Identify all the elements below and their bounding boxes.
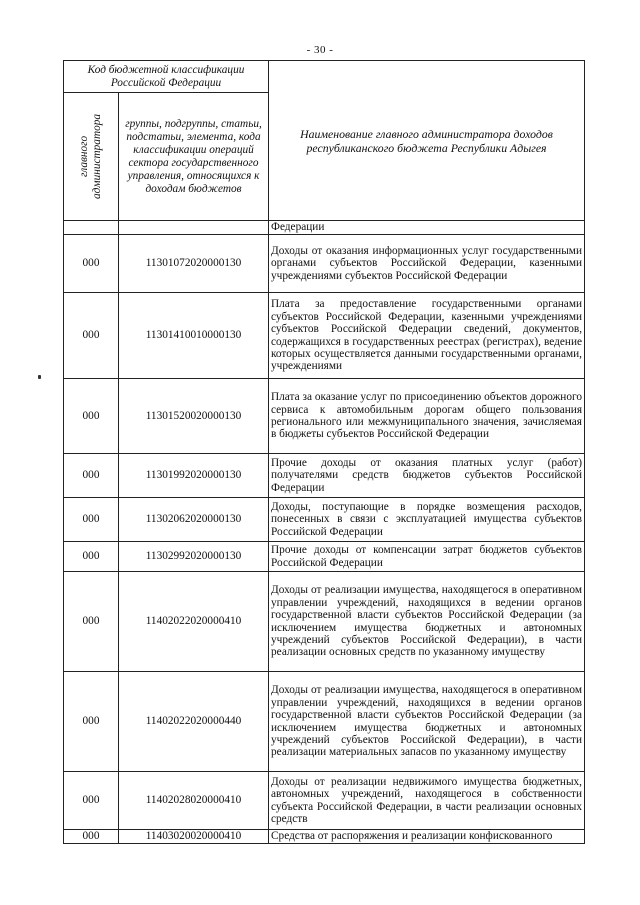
administrator-name-cell: Доходы, поступающие в порядке возмещения расходов, понесенных в связи с эксплуатацией имущества субъектов Российской Федерации: [269, 498, 585, 542]
header-row-top: [64, 61, 585, 93]
admin-code-cell: 000: [64, 379, 119, 454]
classification-code-cell: 11302992020000130: [119, 542, 269, 572]
admin-code-cell: 000: [64, 830, 119, 844]
classification-code-cell: 11302062020000130: [119, 498, 269, 542]
table-row: [64, 235, 585, 293]
admin-code-cell: 000: [64, 498, 119, 542]
table-row: [64, 221, 585, 235]
classification-code-cell: 11402022020000440: [119, 672, 269, 772]
code-column-header: группы, подгруппы, статьи, подстатьи, элемента, кода классификации операций сектора государственного управления, относящихся к доходам бюджетов: [119, 93, 269, 221]
table-row: [64, 379, 585, 454]
table-row: [64, 454, 585, 498]
classification-code-cell: 11301992020000130: [119, 454, 269, 498]
classification-code-cell: 11301410010000130: [119, 293, 269, 379]
admin-code-cell: 000: [64, 542, 119, 572]
admin-code-cell: 000: [64, 672, 119, 772]
administrator-name-cell: Доходы от реализации недвижимого имущества бюджетных, автономных учреждений, находящегося в собственности субъекта Российской Федерации, в части реализации основных средств: [269, 772, 585, 830]
admin-column-header: главного администратора: [78, 113, 103, 200]
administrator-name-cell: Доходы от реализации имущества, находящегося в оперативном управлении учреждений, находящихся в ведении органов государственной власти субъектов Российской Федерации (за исключением имущества бюджетных и автономных учреждений субъектов Российской Федерации), в части реализации основных средств по указанному имуществу: [269, 572, 585, 672]
table-row: [64, 293, 585, 379]
admin-code-cell: 000: [64, 772, 119, 830]
admin-code-cell: 000: [64, 454, 119, 498]
administrator-name-cell: Прочие доходы от компенсации затрат бюджетов субъектов Российской Федерации: [269, 542, 585, 572]
table-row: [64, 772, 585, 830]
administrator-name-cell: Федерации: [269, 221, 585, 235]
classification-code-cell: 11301072020000130: [119, 235, 269, 293]
admin-column-header-cell: [64, 93, 119, 221]
classification-code-cell: 11402028020000410: [119, 772, 269, 830]
classification-code-cell: 11403020020000410: [119, 830, 269, 844]
table-row: [64, 498, 585, 542]
administrator-name-cell: Прочие доходы от оказания платных услуг (работ) получателями средств бюджетов субъектов Российской Федерации: [269, 454, 585, 498]
admin-code-cell: [64, 221, 119, 235]
classification-code-cell: 11301520020000130: [119, 379, 269, 454]
table-row: [64, 830, 585, 844]
name-column-header: Наименование главного администратора доходов республиканского бюджета Республики Адыгея: [269, 61, 585, 221]
classification-code-cell: [119, 221, 269, 235]
administrator-name-cell: Доходы от реализации имущества, находящегося в оперативном управлении учреждений, находящихся в ведении органов государственной власти субъектов Российской Федерации (за исключением имущества бюджетных и автономных учреждений субъектов Российской Федерации), в части реализации материальных запасов по указанному имуществу: [269, 672, 585, 772]
table-row: [64, 672, 585, 772]
administrator-name-cell: Плата за оказание услуг по присоединению объектов дорожного сервиса к автомобильным дорогам общего пользования регионального или межмуниципального значения, зачисляемая в бюджеты субъектов Российской Федерации: [269, 379, 585, 454]
table-row: [64, 572, 585, 672]
admin-code-cell: 000: [64, 235, 119, 293]
code-group-header: Код бюджетной классификации Российской Федерации: [64, 61, 269, 93]
administrator-name-cell: Средства от распоряжения и реализации конфискованного: [269, 830, 585, 844]
table-row: [64, 542, 585, 572]
administrator-name-cell: Плата за предоставление государственными органами субъектов Российской Федерации, казенными учреждениями субъектов Российской Федерации сведений, документов, содержащихся в государственных реестрах (регистрах), ведение которых осуществляется данными государственными органами, учреждениями: [269, 293, 585, 379]
scan-artifact-mark: [38, 375, 41, 379]
budget-classification-table: [63, 60, 585, 844]
administrator-name-cell: Доходы от оказания информационных услуг государственными органами субъектов Российской Федерации, казенными учреждениями субъектов Российской Федерации: [269, 235, 585, 293]
classification-code-cell: 11402022020000410: [119, 572, 269, 672]
admin-code-cell: 000: [64, 293, 119, 379]
page-number: - 30 -: [306, 44, 334, 56]
admin-code-cell: 000: [64, 572, 119, 672]
